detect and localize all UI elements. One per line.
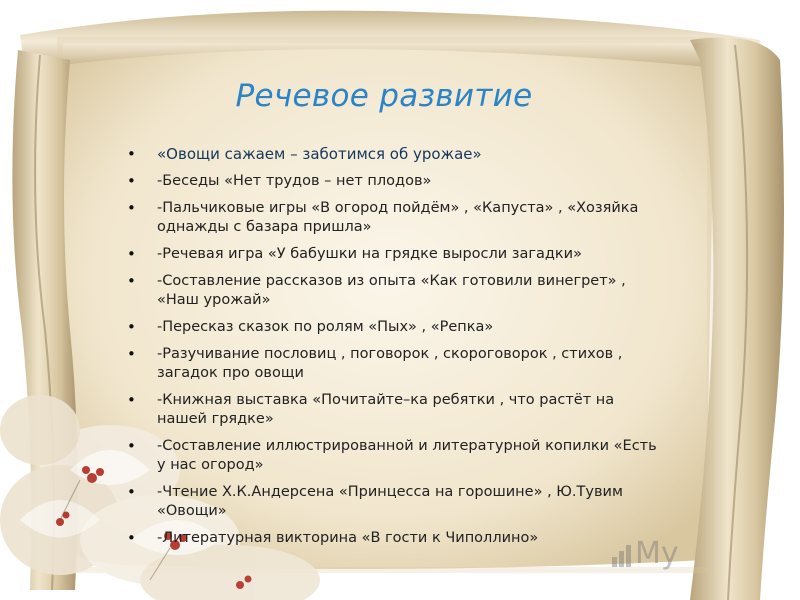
list-item: • -Речевая игра «У бабушки на грядке выросли загадки»	[127, 245, 667, 264]
list-item: • -Составление рассказов из опыта «Как готовили винегрет» , «Наш урожай»	[127, 272, 667, 310]
list-item: • -Беседы «Нет трудов – нет плодов»	[127, 172, 667, 191]
activity-list	[127, 145, 667, 556]
list-item: • -Чтение Х.К.Андерсена «Принцесса на горошине» , Ю.Тувим «Овощи»	[127, 483, 667, 521]
watermark	[612, 536, 679, 571]
list-item: • -Литературная викторина «В гости к Чиполлино»	[127, 529, 667, 548]
list-item: • -Пальчиковые игры «В огород пойдём» , «Капуста» , «Хозяйка однажды с базара пришла»	[127, 199, 667, 237]
list-item: • -Составление иллюстрированной и литературной копилки «Есть у нас огород»	[127, 437, 667, 475]
list-item: • -Книжная выставка «Почитайте–ка ребятки , что растёт на нашей грядке»	[127, 391, 667, 429]
bar-chart-icon	[612, 541, 631, 567]
watermark-text: My	[635, 536, 679, 571]
list-item: • -Разучивание пословиц , поговорок , скороговорок , стихов , загадок про овощи	[127, 345, 667, 383]
slide-title: Речевое развитие	[235, 78, 533, 114]
list-item: • «Овощи сажаем – заботимся об урожае»	[127, 145, 667, 164]
list-item: • -Пересказ сказок по ролям «Пых» , «Репка»	[127, 318, 667, 337]
